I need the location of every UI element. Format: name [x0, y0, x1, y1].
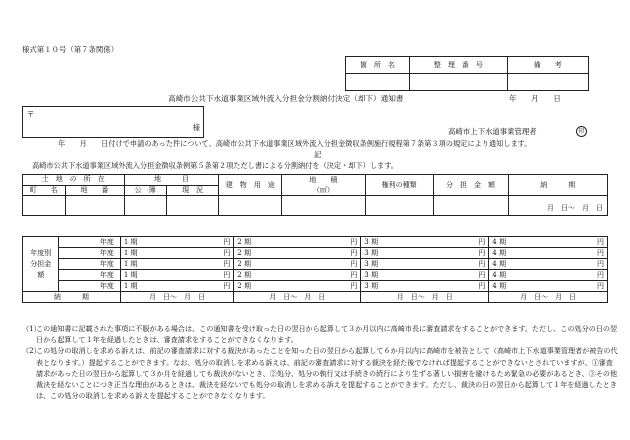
col-genkyo: 現 況 — [166, 185, 219, 196]
year-cell: 年度 — [59, 248, 120, 259]
area-value[interactable] — [281, 196, 365, 216]
document-title: 高崎市公共下水道事業区域外流入分担金分割納付決定（却下）通知書 — [168, 94, 404, 103]
installment-1[interactable] — [120, 259, 233, 270]
installment-2[interactable] — [234, 248, 361, 259]
yen-unit: 円 — [478, 282, 486, 290]
col-kobo: 公 簿 — [124, 185, 166, 196]
yen-unit: 円 — [597, 271, 604, 279]
note-1-text: この通知書に記載された事項に不服がある場合は、この通知書を受け取った日の翌日から起算して３か月以内に高崎市長に審査請求をすることができます。ただし、この処分の日の翌日から起算して１年を経過したときは、審査請求をすることができなくなります。 — [36, 324, 618, 345]
yen-unit: 円 — [478, 238, 486, 246]
header-kashomei: 箇 所 名 — [346, 57, 410, 74]
note-2 — [22, 345, 620, 401]
postal-mark: 〒 — [27, 110, 35, 119]
installment-2[interactable] — [234, 237, 361, 248]
col-town: 町 名 — [23, 185, 66, 196]
nouki-value-2: 月 日〜 月 日 — [234, 292, 361, 303]
kobo-value[interactable] — [124, 196, 166, 216]
land-table — [22, 174, 608, 216]
period-label: 2 期 — [237, 271, 251, 279]
col-building-use: 建 物 用 途 — [219, 175, 282, 196]
kashomei-value[interactable] — [346, 74, 410, 91]
year-cell: 年度 — [59, 237, 120, 248]
period-label: 3 期 — [364, 271, 378, 279]
form-number: 様式第１０号（第７条関係） — [22, 45, 119, 54]
installments-table — [22, 236, 608, 303]
building-use-value[interactable] — [219, 196, 282, 216]
ki-label: 記 — [314, 150, 322, 159]
year-cell: 年度 — [59, 259, 120, 270]
year-cell: 年度 — [59, 281, 120, 292]
period-label: 2 期 — [237, 282, 251, 290]
seiri-bango-value[interactable] — [410, 74, 508, 91]
yen-unit: 円 — [223, 282, 231, 290]
col-chiban: 地 番 — [65, 185, 124, 196]
yen-unit: 円 — [350, 238, 358, 246]
yen-unit: 円 — [223, 249, 231, 257]
col-area-label: 地 積 — [309, 176, 338, 184]
period-label: 3 期 — [364, 249, 378, 257]
honorific: 様 — [192, 122, 200, 132]
period-label: 4 期 — [492, 260, 506, 268]
installment-1[interactable] — [120, 281, 233, 292]
col-amount: 分 担 金 額 — [433, 175, 508, 196]
issuer-name: 高崎市上下水道事業管理者 — [448, 127, 537, 136]
period-label: 1 期 — [123, 249, 138, 257]
installment-1[interactable] — [120, 248, 233, 259]
yen-unit: 円 — [597, 282, 604, 290]
yen-unit: 円 — [597, 249, 604, 257]
statement-text: 高崎市公共下水道事業区域外流入分担金徴収条例第５条第２項ただし書による分割納付を（決定・却下）します。 — [32, 161, 398, 170]
town-value[interactable] — [23, 196, 66, 216]
side-label: 年度別分担金額 — [23, 237, 59, 292]
installment-1[interactable] — [120, 237, 233, 248]
period-label: 2 期 — [237, 249, 251, 257]
yen-unit: 円 — [223, 271, 231, 279]
period-label: 2 期 — [237, 238, 251, 246]
note-1-mark: （1） — [22, 324, 41, 333]
installment-4[interactable] — [489, 270, 608, 281]
yen-unit: 円 — [223, 238, 231, 246]
installment-1[interactable] — [120, 270, 233, 281]
note-2-text: この処分の取消しを求める訴えは、前記の審査請求に対する裁決があったことを知った日の翌日から起算して６か月以内に高崎市を被告として（高崎市上下水道事業管理者が被告の代表となります。）提起することができます。なお、処分の取消しを求める訴えは、前記の審査請求に対する裁決を経た後でなければ提起することができないとされていますが、①審査請求があった日の翌日から起算して３か月を経過しても裁決がないとき、②処分、処分の執行又は手続きの続行により生ずる著しい損害を避けるため緊急の必要があるとき、③その他裁決を経ないことにつき正当な理由があるときは、裁決を経ないでも処分の取消しを求める訴えを提起することができます。ただし、裁決の日の翌日から起算して１年を経過したときは、この処分の取消しを求める訴えを提起することができなくなります。 — [36, 346, 618, 401]
installment-3[interactable] — [361, 270, 489, 281]
col-area — [281, 175, 365, 196]
period-label: 3 期 — [364, 238, 378, 246]
nouki-value-3: 月 日〜 月 日 — [361, 292, 489, 303]
col-rights: 権利の種類 — [365, 175, 433, 196]
installment-2[interactable] — [234, 270, 361, 281]
biko-value[interactable] — [507, 74, 588, 91]
period-label: 1 期 — [123, 282, 138, 290]
installment-3[interactable] — [361, 281, 489, 292]
col-area-unit: （㎡） — [312, 186, 334, 194]
period-label: 4 期 — [492, 249, 506, 257]
yen-unit: 円 — [597, 260, 604, 268]
note-1 — [22, 323, 620, 345]
group-location: 土 地 の 所 在 — [23, 175, 125, 186]
group-chimoku: 地 目 — [124, 175, 219, 186]
installment-4[interactable] — [489, 248, 608, 259]
seal-mark: 印 — [576, 126, 587, 137]
yen-unit: 円 — [350, 282, 358, 290]
col-period: 納 期 — [508, 175, 608, 196]
notes — [22, 323, 620, 401]
installment-2[interactable] — [234, 281, 361, 292]
period-label: 1 期 — [123, 238, 138, 246]
genkyo-value[interactable] — [166, 196, 219, 216]
header-seiri-bango: 整 理 番 号 — [410, 57, 508, 74]
period-label: 1 期 — [123, 271, 138, 279]
note-2-mark: （2） — [22, 346, 41, 356]
yen-unit: 円 — [350, 260, 358, 268]
installment-4[interactable] — [489, 259, 608, 270]
nouki-value-1: 月 日〜 月 日 — [120, 292, 233, 303]
period-label: 3 期 — [364, 282, 378, 290]
yen-unit: 円 — [350, 249, 358, 257]
yen-unit: 円 — [478, 271, 486, 279]
amount-value[interactable] — [433, 196, 508, 216]
yen-unit: 円 — [478, 260, 486, 268]
period-label: 4 期 — [492, 271, 506, 279]
installment-4[interactable] — [489, 281, 608, 292]
period-label: 1 期 — [123, 260, 138, 268]
period-label: 3 期 — [364, 260, 378, 268]
nouki-value-4: 月 日〜 月 日 — [489, 292, 608, 303]
installment-2[interactable] — [234, 259, 361, 270]
period-label: 4 期 — [492, 282, 506, 290]
chiban-value[interactable] — [65, 196, 124, 216]
yen-unit: 円 — [223, 260, 231, 268]
period-value: 月 日〜 月 日 — [508, 196, 608, 216]
installment-3[interactable] — [361, 248, 489, 259]
period-label: 4 期 — [492, 238, 506, 246]
year-cell: 年度 — [59, 270, 120, 281]
installment-3[interactable] — [361, 237, 489, 248]
yen-unit: 円 — [350, 271, 358, 279]
installment-4[interactable] — [489, 237, 608, 248]
body-text: 年 月 日付けで申請のあった件について、高崎市公共下水道事業区域外流入分担金徴収条例施行規程第７条第３項の規定により通知します。 — [58, 139, 532, 148]
address-box[interactable] — [22, 106, 204, 138]
period-label: 2 期 — [237, 260, 251, 268]
header-biko: 備 考 — [507, 57, 588, 74]
rights-value[interactable] — [365, 196, 433, 216]
issue-date: 年 月 日 — [509, 94, 561, 103]
nouki-label: 納 期 — [23, 292, 121, 303]
installment-3[interactable] — [361, 259, 489, 270]
yen-unit: 円 — [597, 238, 604, 246]
yen-unit: 円 — [478, 249, 486, 257]
header-table — [345, 56, 589, 91]
